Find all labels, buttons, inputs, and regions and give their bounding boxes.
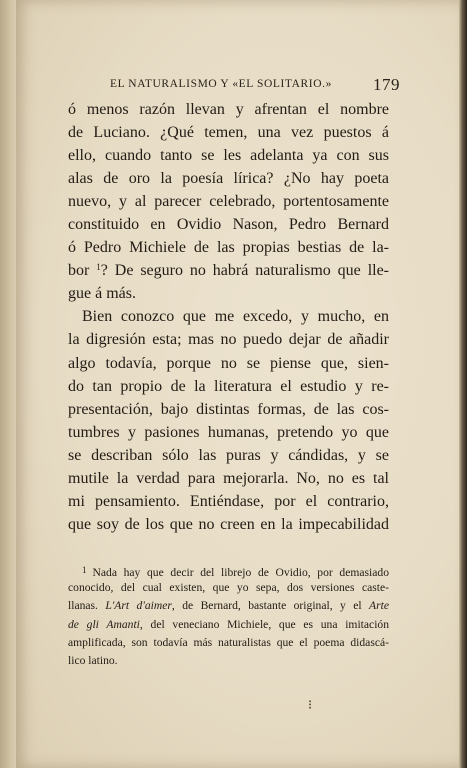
text-line: se describan sólo las puras y cándidas, y se — [68, 446, 389, 464]
book-title: de gli Amanti — [68, 617, 140, 631]
text-line: ó Pedro Michiele de las propias bestias de la- — [68, 239, 389, 257]
text-line: ello, cuando tanto se les adelanta ya con sus — [68, 147, 389, 165]
text-fragment: llanas. — [68, 599, 106, 613]
text-line: presentación, bajo distintas formas, de las cos- — [68, 400, 389, 418]
text-line: de Luciano. ¿Qué temen, una vez puestos á — [68, 124, 389, 142]
text-line: mi pensamiento. Entiéndase, por el contrario, — [68, 492, 389, 510]
page-edge-shadow — [459, 0, 467, 768]
text-line: algo todavía, porque no se piense que, sien- — [68, 354, 389, 372]
text-line: constituido en Ovidio Nason, Pedro Bernard — [68, 216, 389, 234]
footnote-line: amplificada, son todavía más naturalistas que el poema didascá- — [68, 635, 389, 649]
text-line: do tan propio de la literatura el estudio y re- — [68, 377, 389, 395]
paragraph-first-line: Bien conozco que me excedo, y mucho, en — [82, 308, 389, 326]
text-fragment: Nada hay que decir del librejo de Ovidio, por demasiado — [92, 566, 389, 579]
text-fragment: , de Bernard, bastante original, y el — [171, 599, 370, 613]
text-line: que soy de los que no creen en la impecabilidad — [68, 515, 389, 533]
book-title: L'Art d'aimer — [105, 599, 172, 613]
binding-gutter — [0, 0, 16, 768]
footnote-line — [68, 561, 389, 579]
running-head: EL NATURALISMO Y «EL SOLITARIO.» — [110, 78, 332, 90]
text-fragment: ? De seguro no habrá naturalismo que lle- — [100, 262, 390, 280]
footnote-marker: 1 — [82, 565, 87, 575]
footnote-reference: 1 — [96, 262, 101, 273]
book-title: Arte — [369, 599, 390, 613]
footnote-line — [68, 616, 389, 634]
text-line: nuevo, y al parecer celebrado, portentosamente — [68, 193, 389, 211]
text-line: alas de oro la poesía lírica? ¿No hay poeta — [68, 170, 389, 188]
footnote-line — [68, 597, 389, 615]
paper-page — [14, 0, 460, 768]
body-text — [68, 98, 389, 536]
text-fragment: , del veneciano Michiele, que es una imitación — [139, 617, 390, 631]
footnote-line: conocido, del cual existen, que yo sepa, dos versiones caste- — [68, 581, 389, 595]
footnote — [68, 561, 389, 670]
page-header — [110, 76, 400, 96]
printer-signature-mark: ⁝ — [308, 697, 313, 712]
text-line: mutile la verdad para mejorarla. No, no es tal — [68, 469, 389, 487]
text-line: gue á más. — [68, 285, 136, 303]
footnote-line: lico latino. — [68, 653, 118, 667]
text-line: ó menos razón llevan y afrentan el nombre — [68, 101, 389, 118]
text-line-with-footnote-ref — [68, 259, 389, 282]
page-number: 179 — [373, 75, 400, 94]
text-line: la digresión esta; mas no puedo dejar de añadir — [68, 331, 389, 349]
text-fragment: bor — [68, 262, 90, 280]
text-line: tumbres y pasiones humanas, pretendo yo que — [68, 423, 389, 441]
